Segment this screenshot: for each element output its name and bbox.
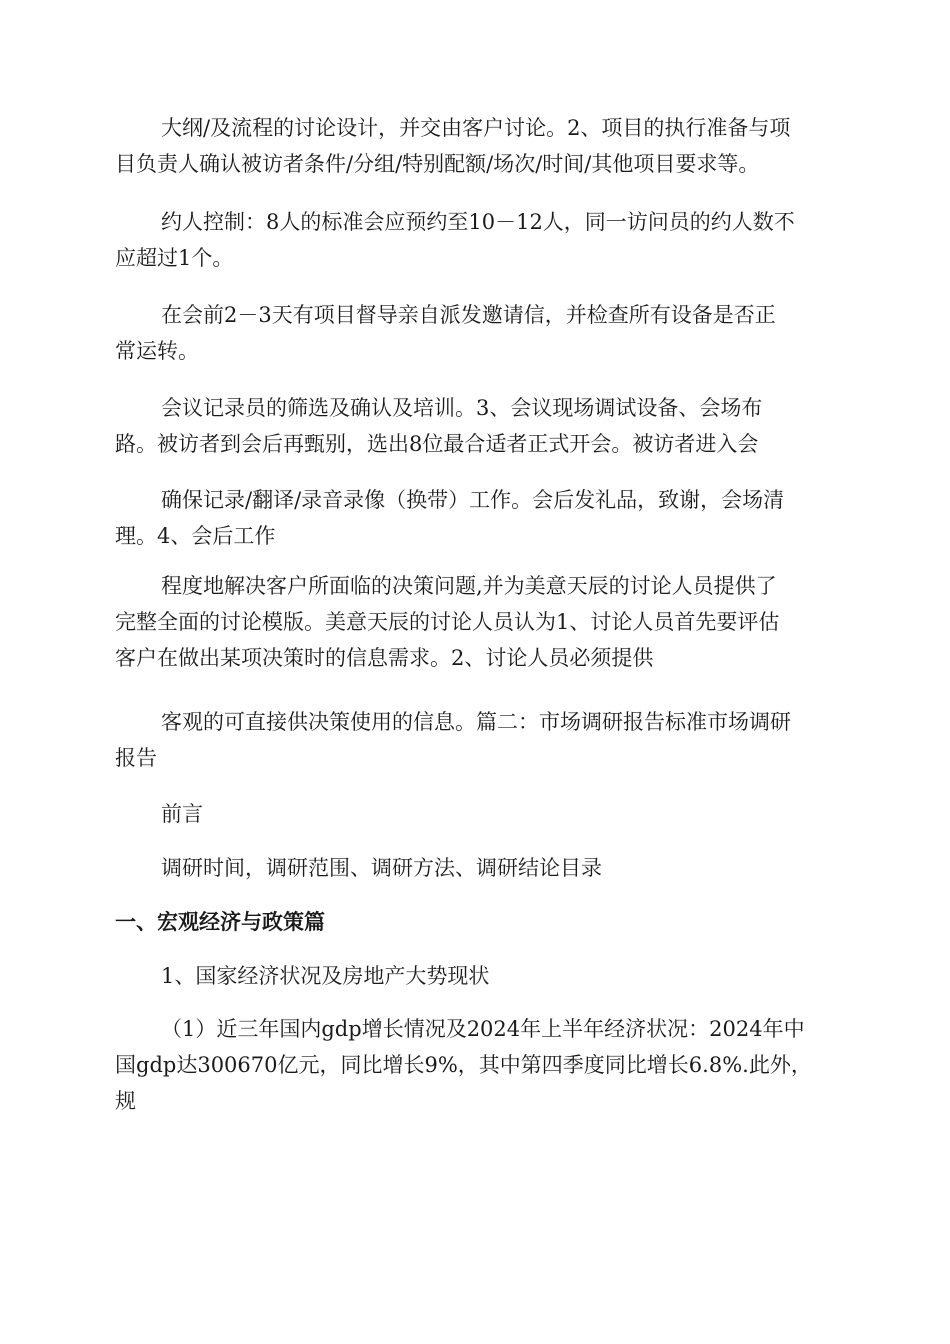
- text-line: 确保记录/翻译/录音录像（换带）工作。会后发礼品，致谢，会场清: [161, 488, 785, 512]
- text-line: 路。被访者到会后再甄别，选出8位最合适者正式开会。被访者进入会: [115, 432, 759, 456]
- preface-contents: [115, 850, 840, 886]
- text-line: 约人控制：8人的标准会应预约至10－12人，同一访问员的约人数不: [161, 210, 795, 234]
- subsection-heading: 1、国家经济状况及房地产大势现状: [161, 964, 490, 988]
- preface-label: [115, 796, 840, 832]
- paragraph-6: [115, 568, 840, 676]
- subsection-heading-block: [115, 958, 840, 994]
- text-line: 大纲/及流程的讨论设计，并交由客户讨论。2、项目的执行准备与项: [161, 116, 791, 140]
- text-line: 在会前2－3天有项目督导亲自派发邀请信，并检查所有设备是否正: [161, 303, 776, 327]
- paragraph-7: [115, 704, 840, 776]
- text-line: 规: [115, 1089, 136, 1113]
- section-heading-block: [115, 904, 840, 940]
- gdp-paragraph: [115, 1011, 840, 1119]
- text-line: 应超过1个。: [115, 246, 234, 270]
- text-line: （1）近三年国内gdp增长情况及2024年上半年经济状况：2024年中: [161, 1017, 805, 1041]
- text-line: 理。4、会后工作: [115, 524, 276, 548]
- text-line: 会议记录员的筛选及确认及培训。3、会议现场调试设备、会场布: [161, 396, 763, 420]
- text-line: 目负责人确认被访者条件/分组/特别配额/场次/时间/其他项目要求等。: [115, 152, 760, 176]
- paragraph-2: [115, 204, 840, 276]
- paragraph-4: [115, 390, 840, 462]
- text-line: 客户在做出某项决策时的信息需求。2、讨论人员必须提供: [115, 646, 654, 670]
- text-line: 程度地解决客户所面临的决策问题,并为美意天辰的讨论人员提供了: [161, 574, 777, 598]
- paragraph-5: [115, 482, 840, 554]
- paragraph-1: [115, 110, 840, 182]
- text-line: 完整全面的讨论模版。美意天辰的讨论人员认为1、讨论人员首先要评估: [115, 610, 780, 634]
- paragraph-3: [115, 297, 840, 369]
- text-line: 调研时间，调研范围、调研方法、调研结论目录: [161, 856, 602, 880]
- text-line: 报告: [115, 746, 157, 770]
- text-line: 前言: [161, 802, 203, 826]
- section-heading: 一、宏观经济与政策篇: [115, 910, 325, 934]
- text-line: 客观的可直接供决策使用的信息。篇二：市场调研报告标准市场调研: [161, 710, 791, 734]
- text-line: 国gdp达300670亿元，同比增长9%，其中第四季度同比增长6.8%.此外，: [115, 1053, 812, 1077]
- text-line: 常运转。: [115, 339, 199, 363]
